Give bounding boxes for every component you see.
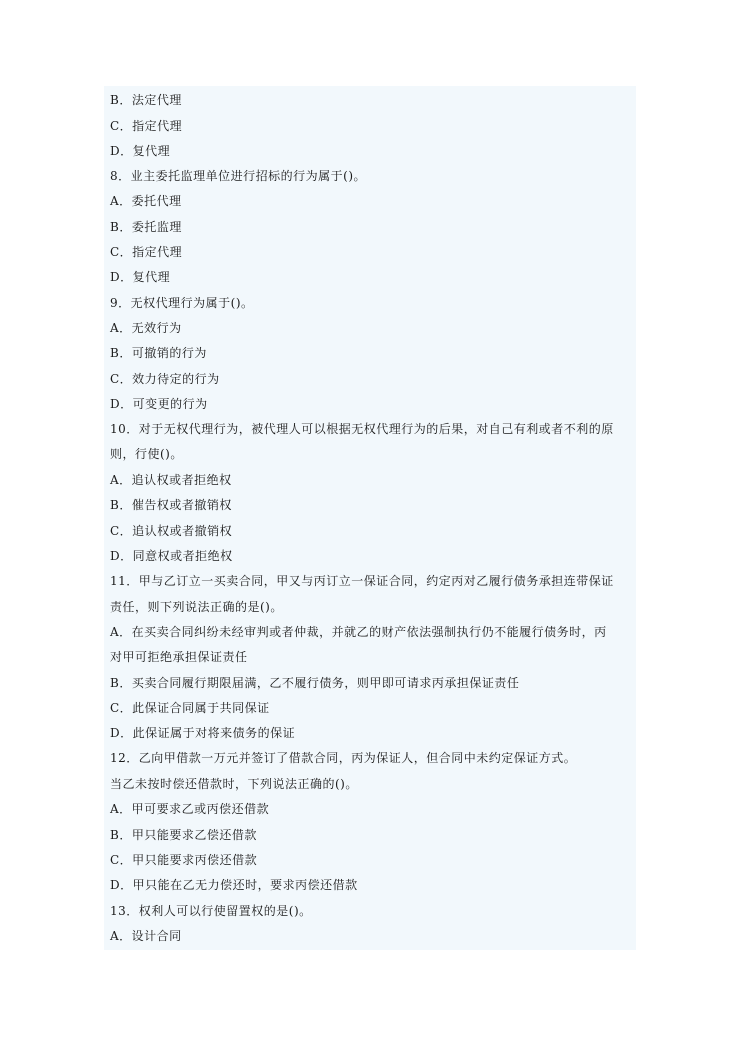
text-line: C．甲只能要求丙偿还借款	[110, 853, 258, 867]
text-line: C．追认权或者撤销权	[110, 524, 233, 538]
text-line: 9．无权代理行为属于()。	[110, 296, 254, 310]
text-line: C．此保证合同属于共同保证	[110, 701, 270, 715]
text-line: D．同意权或者拒绝权	[110, 549, 233, 563]
text-line: D．可变更的行为	[110, 397, 208, 411]
text-line: 13．权利人可以行使留置权的是()。	[110, 904, 312, 918]
text-line: 则，行使()。	[110, 447, 183, 461]
text-line: D．复代理	[110, 144, 171, 158]
text-line: B．买卖合同履行期限届满，乙不履行债务，则甲即可请求丙承担保证责任	[110, 676, 520, 690]
text-line: 对甲可拒绝承担保证责任	[110, 650, 248, 664]
text-line: B．法定代理	[110, 93, 182, 107]
text-line: A．委托代理	[110, 194, 182, 208]
text-line: C．效力待定的行为	[110, 372, 220, 386]
text-line: 责任，则下列说法正确的是()。	[110, 600, 283, 614]
document-body	[104, 86, 636, 950]
text-line: A．无效行为	[110, 321, 182, 335]
text-line: A．设计合同	[110, 929, 182, 943]
text-line: A．在买卖合同纠纷未经审判或者仲裁，并就乙的财产依法强制执行仍不能履行债务时，丙	[110, 625, 607, 639]
text-line: 当乙未按时偿还借款时，下列说法正确的()。	[110, 777, 358, 791]
text-line: C．指定代理	[110, 119, 183, 133]
text-line: D．甲只能在乙无力偿还时，要求丙偿还借款	[110, 878, 358, 892]
text-line: B．甲只能要求乙偿还借款	[110, 828, 257, 842]
text-line: 8．业主委托监理单位进行招标的行为属于()。	[110, 169, 366, 183]
text-line: 10．对于无权代理行为，被代理人可以根据无权代理行为的后果，对自己有利或者不利的原	[110, 422, 614, 436]
text-line: 12．乙向甲借款一万元并签订了借款合同，丙为保证人，但合同中未约定保证方式。	[110, 751, 577, 765]
text-line: 11．甲与乙订立一买卖合同，甲又与丙订立一保证合同，约定丙对乙履行债务承担连带保证	[110, 574, 614, 588]
text-line: D．此保证属于对将来债务的保证	[110, 726, 296, 740]
text-line: D．复代理	[110, 270, 171, 284]
text-line: A．甲可要求乙或丙偿还借款	[110, 802, 270, 816]
text-line: B．催告权或者撤销权	[110, 498, 232, 512]
text-line: B．可撤销的行为	[110, 346, 207, 360]
text-line: C．指定代理	[110, 245, 183, 259]
text-line: A．追认权或者拒绝权	[110, 473, 232, 487]
text-line: B．委托监理	[110, 220, 182, 234]
